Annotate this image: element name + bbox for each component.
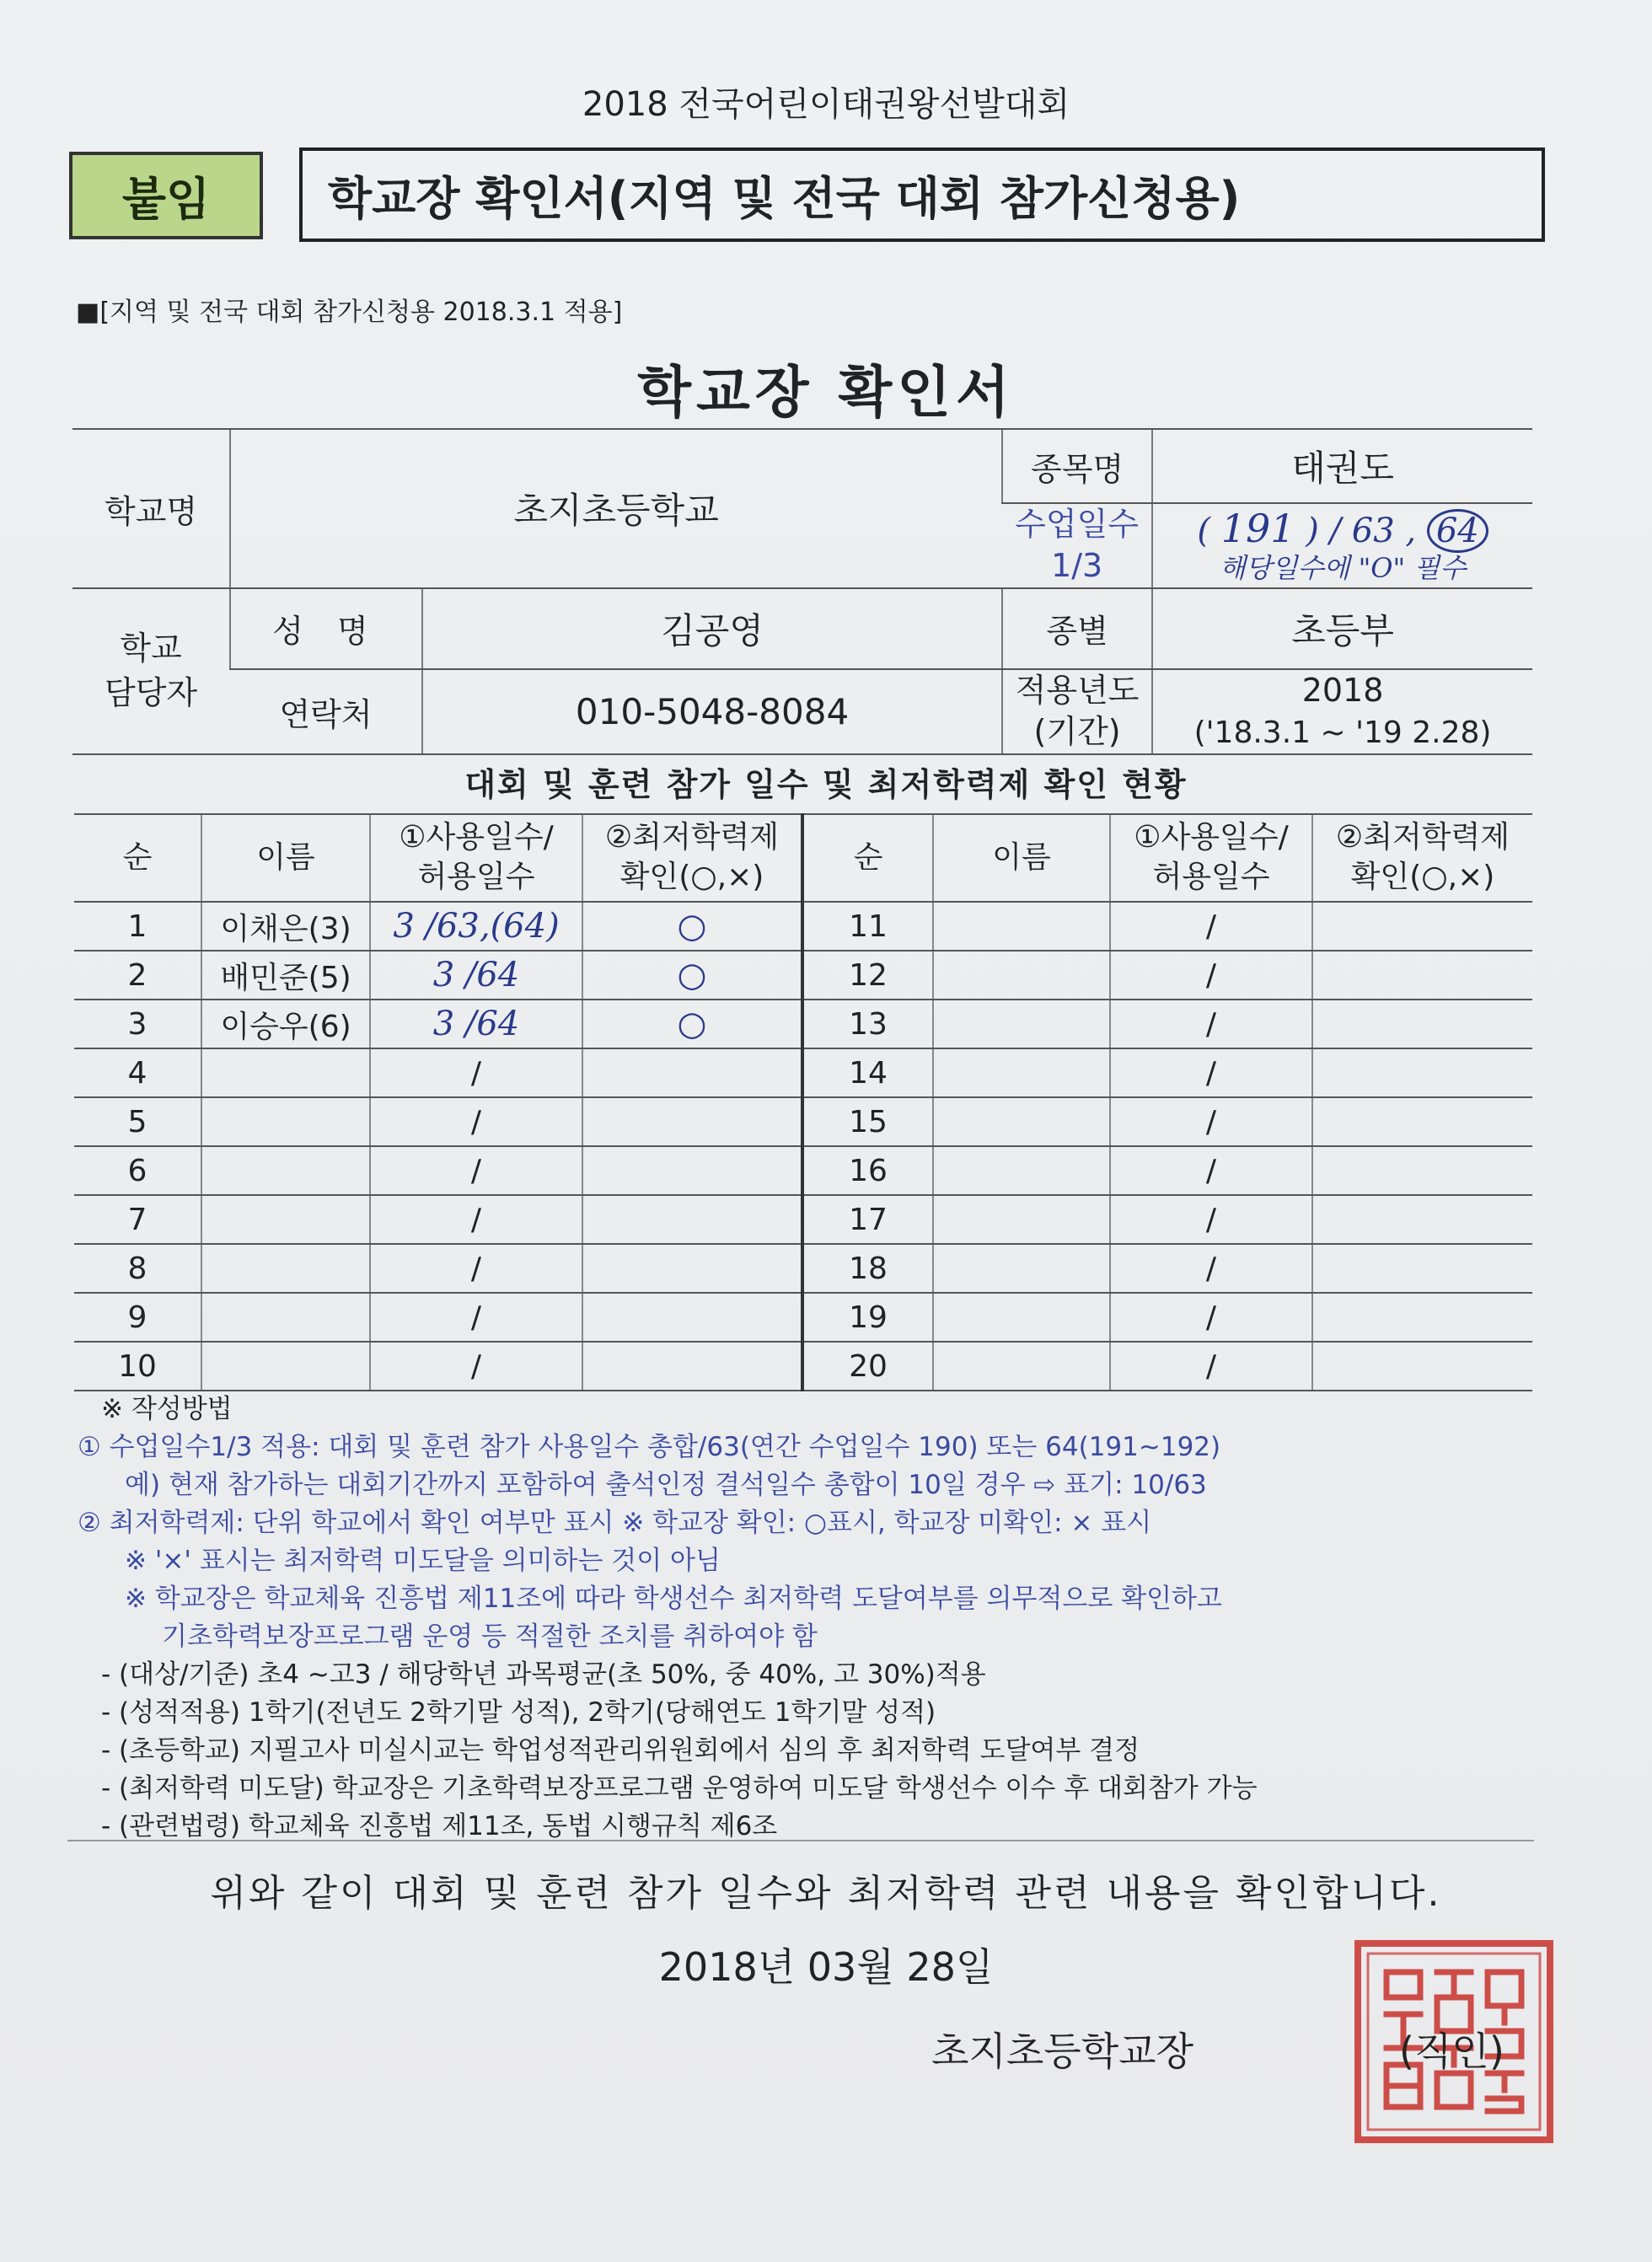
row-check: ○ [582, 951, 802, 1000]
info-table [72, 428, 1532, 755]
col-name: 이름 [201, 814, 370, 902]
col-no-2: 순 [802, 814, 933, 902]
col-no: 순 [74, 814, 201, 902]
col-days-a: ①사용일수/ [399, 820, 554, 855]
event-title: 2018 전국어린이태권왕선발대회 [582, 85, 1070, 124]
row-name-2 [933, 1048, 1110, 1097]
col-check-b: 확인(○,×) [620, 860, 764, 894]
detail-2: - (성적적용) 1학기(전년도 2학기말 성적), 2학기(당해연도 1학기말 성적) [101, 1697, 936, 1728]
school-label: 학교명 [72, 429, 230, 588]
note-2-b: ※ '×' 표시는 최저학력 미도달을 의미하는 것이 아님 [125, 1546, 721, 1576]
row-check-2 [1312, 1048, 1532, 1097]
col-check-a: ②최저학력제 [604, 820, 780, 855]
detail-3: - (초등학교) 지필고사 미실시교는 학업성적관리위원회에서 심의 후 최저학력 도달여부 결정 [101, 1735, 1140, 1766]
row-check-2 [1312, 1097, 1532, 1146]
year-value: 2018 [1301, 671, 1384, 709]
row-name [201, 1293, 370, 1342]
class-days-label-b: 1/3 [1051, 547, 1103, 585]
row-days-2: / [1110, 902, 1312, 951]
class-days-label [1002, 503, 1152, 588]
class-days-value: / 63 , [1329, 512, 1417, 551]
note-2-d: 기초학력보장프로그램 운영 등 적절한 조치를 취하여야 함 [162, 1621, 818, 1652]
row-no: 6 [74, 1146, 201, 1195]
row-check-2 [1312, 1146, 1532, 1195]
row-check-2 [1312, 1293, 1532, 1342]
row-no-2: 11 [802, 902, 933, 951]
row-name: 이채은(3) [201, 902, 370, 951]
attach-badge: 붙임 [69, 152, 263, 239]
event-label: 종목명 [1002, 429, 1152, 503]
table-row [74, 1048, 1532, 1097]
year-label [1002, 669, 1152, 754]
col-days-2 [1110, 814, 1312, 902]
row-days: 3 /63,(64) [370, 902, 582, 951]
staff-label-b: 담당자 [104, 674, 198, 712]
note-1-example: 예) 현재 참가하는 대회기간까지 포함하여 출석인정 결석일수 총합이 10일 경우 ⇨ 표기: 10/63 [125, 1470, 1207, 1500]
row-days: / [370, 1293, 582, 1342]
detail-1: - (대상/기준) 초4 ~고3 / 해당학년 과목평균(초 50%, 중 40%, 고 30%)적용 [101, 1659, 986, 1690]
row-check-2 [1312, 902, 1532, 951]
name-label: 성 명 [230, 588, 422, 669]
seal-label: (직인) [1399, 2029, 1504, 2074]
table-row [74, 1342, 1532, 1391]
year-label-a: 적용년도 [1015, 671, 1140, 709]
row-no-2: 17 [802, 1195, 933, 1244]
table-row [74, 1293, 1532, 1342]
row-name-2 [933, 1195, 1110, 1244]
row-no-2: 14 [802, 1048, 933, 1097]
col-days-b: 허용일수 [417, 860, 535, 894]
row-days-2: / [1110, 1244, 1312, 1293]
row-name [201, 1244, 370, 1293]
row-check-2 [1312, 951, 1532, 1000]
table-row [74, 1195, 1532, 1244]
class-days-circled: 64 [1427, 509, 1488, 553]
row-days-2: / [1110, 1097, 1312, 1146]
row-no-2: 18 [802, 1244, 933, 1293]
row-days: 3 /64 [370, 1000, 582, 1048]
note-2-c: ※ 학교장은 학교체육 진흥법 제11조에 따라 학생선수 최저학력 도달여부를 의무적으로 확인하고 [125, 1584, 1222, 1614]
note-1: ① 수업일수1/3 적용: 대회 및 훈련 참가 사용일수 총합/63(연간 수업일수 190) 또는 64(191~192) [78, 1432, 1221, 1462]
row-check [582, 1195, 802, 1244]
name-value: 김공영 [422, 588, 1002, 669]
apply-note: ■[지역 및 전국 대회 참가신청용 2018.3.1 적용] [76, 297, 623, 327]
year-value-cell [1152, 669, 1532, 754]
row-days: / [370, 1048, 582, 1097]
school-value: 초지초등학교 [230, 429, 1002, 588]
row-days: / [370, 1146, 582, 1195]
row-name-2 [933, 1244, 1110, 1293]
table-row [74, 1146, 1532, 1195]
row-name-2 [933, 1097, 1110, 1146]
row-check [582, 1244, 802, 1293]
row-check-2 [1312, 1000, 1532, 1048]
row-days-2: / [1110, 1048, 1312, 1097]
note-2: ② 최저학력제: 단위 학교에서 확인 여부만 표시 ※ 학교장 확인: ○표시, 학교장 미확인: × 표시 [78, 1508, 1152, 1538]
row-no: 10 [74, 1342, 201, 1391]
row-name-2 [933, 951, 1110, 1000]
table-row [74, 951, 1532, 1000]
row-name: 배민준(5) [201, 951, 370, 1000]
class-days-open: ( [1197, 512, 1210, 551]
row-check: ○ [582, 902, 802, 951]
row-name [201, 1342, 370, 1391]
row-check [582, 1097, 802, 1146]
row-no: 5 [74, 1097, 201, 1146]
row-no-2: 16 [802, 1146, 933, 1195]
row-days-2: / [1110, 1000, 1312, 1048]
confirm-date: 2018년 03월 28일 [658, 1944, 994, 1990]
row-days-2: / [1110, 951, 1312, 1000]
row-no-2: 20 [802, 1342, 933, 1391]
participation-rows [74, 902, 1532, 1391]
row-no-2: 12 [802, 951, 933, 1000]
row-days-2: / [1110, 1342, 1312, 1391]
row-name [201, 1146, 370, 1195]
row-name [201, 1195, 370, 1244]
row-no: 8 [74, 1244, 201, 1293]
row-no: 3 [74, 1000, 201, 1048]
col-days [370, 814, 582, 902]
col-days-2-b: 허용일수 [1152, 860, 1270, 894]
row-check-2 [1312, 1195, 1532, 1244]
row-name-2 [933, 1000, 1110, 1048]
row-name-2 [933, 1146, 1110, 1195]
class-days-label-a: 수업일수 [1015, 506, 1140, 543]
row-no: 1 [74, 902, 201, 951]
table-row [74, 1000, 1532, 1048]
col-name-2: 이름 [933, 814, 1110, 902]
col-check-2-b: 확인(○,×) [1350, 860, 1495, 894]
writing-notes [78, 1391, 1561, 1846]
row-no-2: 13 [802, 1000, 933, 1048]
row-name-2 [933, 902, 1110, 951]
row-days-2: / [1110, 1293, 1312, 1342]
class-days-handwritten: 191 [1220, 506, 1295, 552]
row-name-2 [933, 1293, 1110, 1342]
table-row [74, 1097, 1532, 1146]
detail-5: - (관련법령) 학교체육 진흥법 제11조, 동법 시행규칙 제6조 [101, 1811, 778, 1841]
row-days: / [370, 1244, 582, 1293]
row-days: / [370, 1342, 582, 1391]
staff-label [72, 588, 230, 754]
col-check-2 [1312, 814, 1532, 902]
row-days: / [370, 1195, 582, 1244]
staff-label-a: 학교 [120, 630, 182, 667]
row-check [582, 1048, 802, 1097]
notes-heading: ※ 작성방법 [101, 1394, 233, 1424]
row-name: 이승우(6) [201, 1000, 370, 1048]
row-check: ○ [582, 1000, 802, 1048]
detail-4: - (최저학력 미도달) 학교장은 기초학력보장프로그램 운영하여 미도달 학생선수 이수 후 대회참가 가능 [101, 1773, 1258, 1804]
row-no: 4 [74, 1048, 201, 1097]
event-value: 태권도 [1152, 429, 1532, 503]
col-days-2-a: ①사용일수/ [1134, 820, 1289, 855]
row-no-2: 19 [802, 1293, 933, 1342]
row-no: 9 [74, 1293, 201, 1342]
row-check-2 [1312, 1244, 1532, 1293]
participation-table [74, 813, 1532, 1391]
row-no-2: 15 [802, 1097, 933, 1146]
col-check-2-a: ②최저학력제 [1335, 820, 1510, 855]
col-check [582, 814, 802, 902]
row-no: 2 [74, 951, 201, 1000]
participation-heading: 대회 및 훈련 참가 일수 및 최저학력제 확인 현황 [464, 766, 1188, 803]
row-check [582, 1146, 802, 1195]
class-days-cell [1152, 503, 1532, 588]
category-label: 종별 [1002, 588, 1152, 669]
row-name [201, 1048, 370, 1097]
principal-title: 초지초등학교장 [931, 2029, 1194, 2074]
class-days-note: 해당일수에 "O" 필수 [1219, 552, 1467, 585]
row-no: 7 [74, 1195, 201, 1244]
class-days-close: ) [1306, 512, 1319, 551]
contact-label: 연락처 [230, 669, 422, 754]
table-row [74, 902, 1532, 951]
row-check [582, 1342, 802, 1391]
period-value: ('18.3.1 ~ '19 2.28) [1193, 716, 1492, 751]
notes-divider [67, 1840, 1534, 1841]
row-name-2 [933, 1342, 1110, 1391]
form-title: 학교장 확인서(지역 및 전국 대회 참가신청용) [299, 147, 1545, 242]
row-days-2: / [1110, 1146, 1312, 1195]
year-label-b: (기간) [1033, 713, 1121, 751]
row-days: 3 /64 [370, 951, 582, 1000]
table-row [74, 1244, 1532, 1293]
contact-value: 010-5048-8084 [422, 669, 1002, 754]
row-name [201, 1097, 370, 1146]
category-value: 초등부 [1152, 588, 1532, 669]
class-days-figure [1153, 507, 1532, 553]
row-check-2 [1312, 1342, 1532, 1391]
row-days: / [370, 1097, 582, 1146]
row-check [582, 1293, 802, 1342]
document-heading: 학교장 확인서 [637, 360, 1015, 425]
row-days-2: / [1110, 1195, 1312, 1244]
confirm-statement: 위와 같이 대회 및 훈련 참가 일수와 최저학력 관련 내용을 확인합니다. [210, 1872, 1442, 1915]
